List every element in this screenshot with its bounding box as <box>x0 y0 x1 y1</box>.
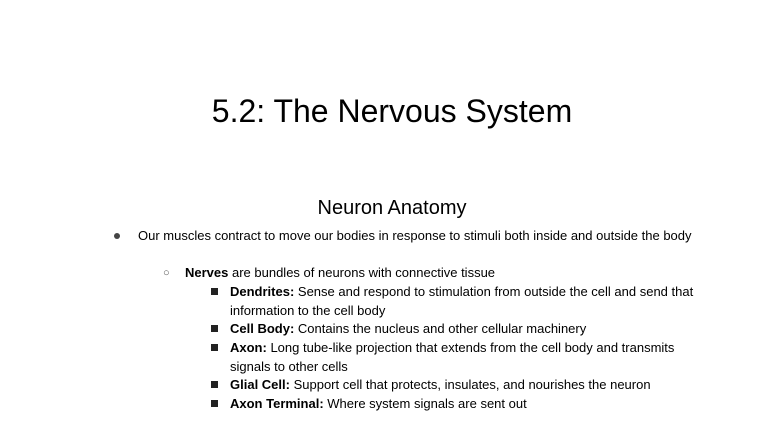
part-term: Axon: <box>230 340 267 355</box>
part-term: Glial Cell: <box>230 377 290 392</box>
list-item-main <box>138 227 698 246</box>
list-item-dendrites <box>230 283 700 320</box>
hollow-circle-bullet-icon: ○ <box>163 267 170 279</box>
list-item-axon <box>230 339 700 376</box>
main-bullet-text: Our muscles contract to move our bodies in response to stimuli both inside and outside the body <box>138 228 692 243</box>
nerves-text: are bundles of neurons with connective tissue <box>228 265 496 280</box>
list-item-cell-body <box>230 320 700 339</box>
nerves-term: Nerves <box>185 265 229 280</box>
square-bullet-icon <box>211 288 218 295</box>
list-item-nerves <box>163 264 705 283</box>
square-bullet-icon <box>211 325 218 332</box>
square-bullet-icon <box>211 381 218 388</box>
part-text: Contains the nucleus and other cellular machinery <box>294 321 587 336</box>
list-item-axon-terminal <box>230 395 700 414</box>
slide-title: 5.2: The Nervous System <box>211 93 573 129</box>
part-text: Long tube-like projection that extends from the cell body and transmits signals to other cells <box>230 340 675 374</box>
part-text: Where system signals are sent out <box>323 396 527 411</box>
part-term: Dendrites: <box>230 284 295 299</box>
square-bullet-icon <box>211 400 218 407</box>
slide-subtitle: Neuron Anatomy <box>317 197 467 219</box>
part-term: Axon Terminal: <box>230 396 324 411</box>
part-text: Sense and respond to stimulation from outside the cell and send that information to the cell body <box>230 284 694 318</box>
part-text: Support cell that protects, insulates, and nourishes the neuron <box>289 377 651 392</box>
filled-circle-bullet-icon <box>114 233 120 239</box>
square-bullet-icon <box>211 344 218 351</box>
part-term: Cell Body: <box>230 321 295 336</box>
list-item-glial-cell <box>230 376 700 395</box>
